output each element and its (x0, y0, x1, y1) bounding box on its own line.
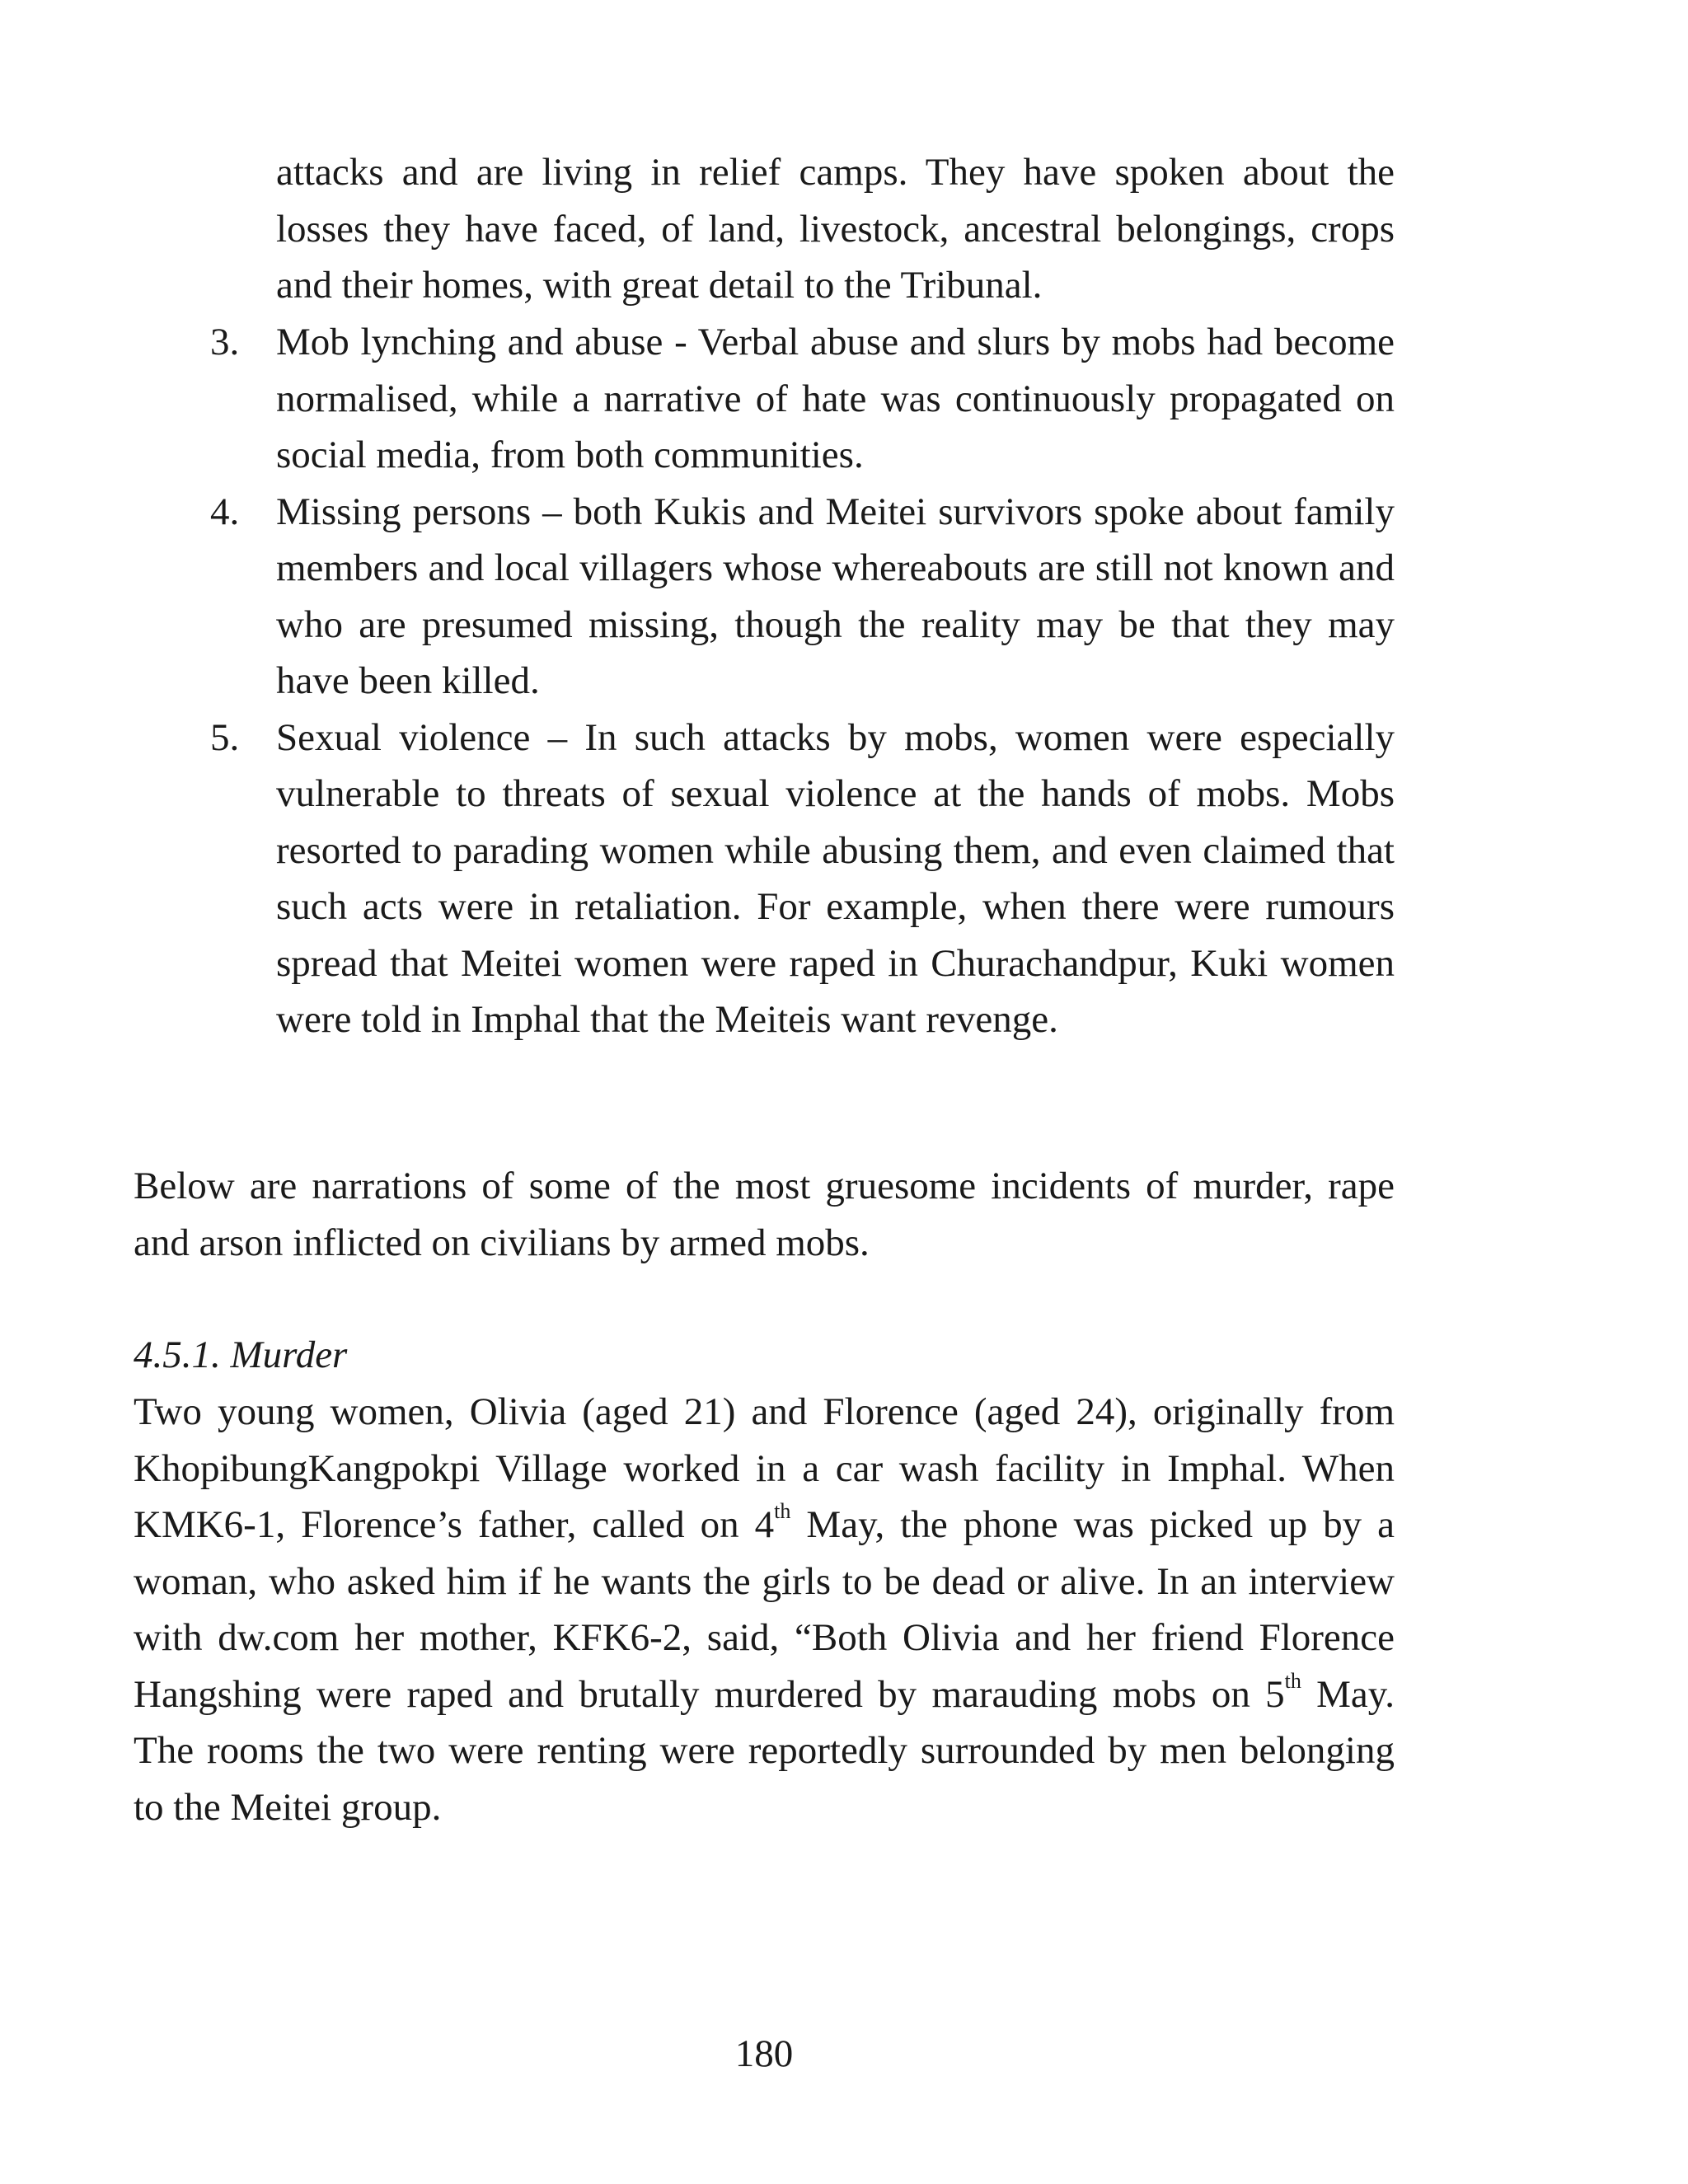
list-item-number: 3. (210, 321, 240, 363)
intro-paragraph: Below are narrations of some of the most gruesome incidents of murder, rape and arson inflicted on civilians by armed mobs. (134, 1165, 1395, 1264)
list-item (134, 710, 1395, 1048)
list-item-number: 4. (210, 490, 240, 533)
page-number: 180 (734, 2032, 794, 2075)
ordinal-superscript: th (1284, 1668, 1301, 1693)
list-item (134, 484, 1395, 710)
paragraph-text-part: May. The rooms the two were renting were reportedly surrounded by men belonging to the Meitei group. (134, 1672, 1395, 1829)
paragraph-text-part: May, the phone was picked up by a woman, who asked him if he wants the girls to be dead or alive. In an interview with dw.com her mother, KFK6-2, said, “Both Olivia and her friend Florence Hangshing were raped and brutally murdered by marauding mobs on 5 (134, 1503, 1395, 1716)
list-item (134, 314, 1395, 484)
numbered-list (134, 314, 1395, 1048)
list-continuation-text: attacks and are living in relief camps. They have spoken about the losses they have faced, of land, livestock, ancestral belongings, crops and their homes, with great detail to the Tribunal. (276, 151, 1395, 307)
list-item-text: Missing persons – both Kukis and Meitei survivors spoke about family members and local villagers whose whereabouts are still not known and who are presumed missing, though the reality may be that they may have been killed. (276, 490, 1395, 702)
list-item-text: Mob lynching and abuse - Verbal abuse and slurs by mobs had become normalised, while a narrative of hate was continuously propagated on social media, from both communities. (276, 321, 1395, 476)
list-item-text: Sexual violence – In such attacks by mobs, women were especially vulnerable to threats of sexual violence at the hands of mobs. Mobs resorted to parading women while abusing them, and even claimed that such acts were in retaliation. For example, when there were rumours spread that Meitei women were raped in Churachandpur, Kuki women were told in Imphal that the Meiteis want revenge. (276, 715, 1395, 1041)
list-item-number: 5. (210, 715, 240, 759)
paragraph-text-part: Two young women, Olivia (aged 21) and Florence (aged 24), originally from KhopibungKangpokpi Village worked in a car wash facility in Imphal. When KMK6-1, Florence’s father, called on 4 (134, 1390, 1395, 1546)
murder-paragraph (134, 1384, 1395, 1835)
section-heading: 4.5.1. Murder (134, 1333, 348, 1376)
ordinal-superscript: th (774, 1499, 791, 1524)
